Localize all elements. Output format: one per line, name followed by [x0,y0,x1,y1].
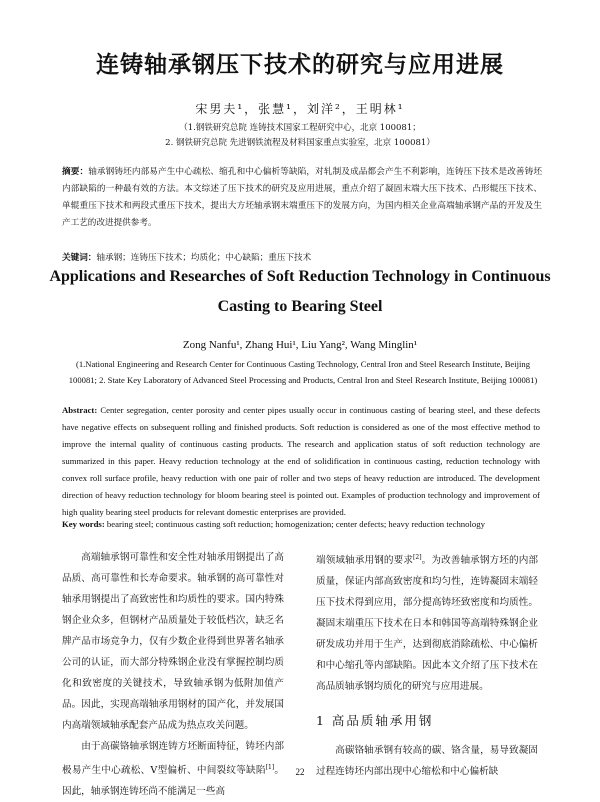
chinese-affiliation-2: 2. 钢铁研究总院 先进钢铁流程及材料国家重点实验室，北京 100081） [165,138,435,148]
section-heading: 1 高品质轴承用钢 [316,713,434,729]
chinese-authors: 宋男夫¹，张慧¹，刘洋²，王明林¹ [195,102,405,116]
english-authors: Zong Nanfu¹, Zhang Hui¹, Liu Yang², Wang Minglin¹ [182,339,418,351]
chinese-keywords-text: 轴承钢；连铸压下技术；均质化；中心缺陷；重压下技术 [96,253,312,263]
chinese-title: 连铸轴承钢压下技术的研究与应用进展 [96,52,504,78]
body-right-column [316,547,538,782]
english-abstract [62,402,540,521]
chinese-abstract-label: 摘要： [62,167,89,177]
english-keywords [62,519,540,529]
chinese-abstract [62,164,542,232]
paragraph-text: 端领域轴承用钢的要求 [316,555,414,567]
page-number: 22 [295,767,305,777]
english-keywords-text: bearing steel; continuous casting soft reduction; homogenization; center defects; heavy reduction technology [106,519,485,529]
citation: [1] [265,764,275,771]
english-keywords-label: Key words: [62,519,105,529]
paragraph-text: 由于高碳铬轴承钢连铸方坯断面特征，铸坯内部极易产生中心疏松、V型偏析、中间裂纹等缺陷 [62,741,284,777]
english-title-line1: Applications and Researches of Soft Reduction Technology in Continuous [49,268,551,285]
body-paragraph: 高端轴承钢可靠性和安全性对轴承用钢提出了高品质、高可靠性和长寿命要求。轴承钢的高可靠性对轴承用钢提出了高致密性和均质性的要求。国内特殊钢企业众多，但钢材产品质量处于较低档次，缺乏名牌产品市场竞争力，仅有少数企业得到世界著名轴承公司的认证，而大部分特殊钢企业没有掌握控制均质化和致密度的关键技术，导致轴承钢为低附加值产品。因此，实现高端轴承用钢材的国产化，并发展国内高端领域轴承配套产品成为热点攻关问题。 [62,552,284,731]
body-left-column [62,547,284,802]
body-paragraph: 高碳铬轴承钢有较高的碳、铬含量，易导致凝固过程连铸坯内部出现中心缩松和中心偏析缺 [316,745,538,778]
chinese-affiliation-1: （1.钢铁研究总院 连铸技术国家工程研究中心，北京 100081； [179,123,421,133]
english-affiliations: (1.National Engineering and Research Center for Continuous Casting Technology, Central Iron and Steel Research Institute, Beijing 100081; 2. State Key Laboratory of Advanced Steel Processing and Products, Central Iron and Steel Research Institute, Beijing 100081) [68,359,538,385]
chinese-abstract-text: 轴承钢铸坯内部易产生中心疏松、缩孔和中心偏析等缺陷，对轧制及成品都会产生不利影响，连铸压下技术是改善铸坯内部缺陷的一种最有效的方法。本文综述了压下技术的研究及应用进展，重点介绍了凝固末端大压下技术、凸形辊压下技术、单辊重压下技术和两段式重压下技术，提出大方坯轴承钢末端重压下的发展方向，为国内相关企业高端轴承钢产品的开发及生产工艺的改进提供参考。 [62,167,542,228]
english-title-line2: Casting to Bearing Steel [217,298,383,315]
chinese-keywords-label: 关键词： [62,253,97,263]
body-paragraph [316,547,538,697]
english-abstract-label: Abstract: [62,405,98,415]
paragraph-text: 。为改善轴承钢方坯的内部质量，保证内部高致密度和均匀性，连铸凝固末端轻压下技术得到应用，部分提高铸坯致密度和均质性。凝固末端重压下技术在日本和韩国等高端特殊钢企业研发成功并用于生产，达到彻底消除疏松、中心偏析和中心缩孔等内部缺陷。因此本文介绍了压下技术在高品质轴承钢均质化的研究与应用进展。 [316,555,539,693]
english-title [40,262,560,322]
citation: [2] [413,554,422,561]
english-abstract-text: Center segregation, center porosity and center pipes usually occur in continuous casting of bearing steel, and these defects have negative effects on subsequent rolling and finished products. Soft reduction is considered as one of the most effective method to improve the internal quality of continuous casting products. The research and application status of soft reduction technology are summarized in this paper. Heavy reduction technology at the end of solidification in continuous casting, reduction technology with convex roll surface profile, heavy reduction with one pair of roller and two steps of heavy reduction are introduced. The development direction of heavy reduction technology for bloom bearing steel is pointed out. Examples of production technology and improvement of high quality bearing steel products for relevant domestic enterprises are provided. [62,405,540,517]
paragraph-text: 。因此，轴承钢连铸坯尚不能满足一些高 [62,765,284,798]
